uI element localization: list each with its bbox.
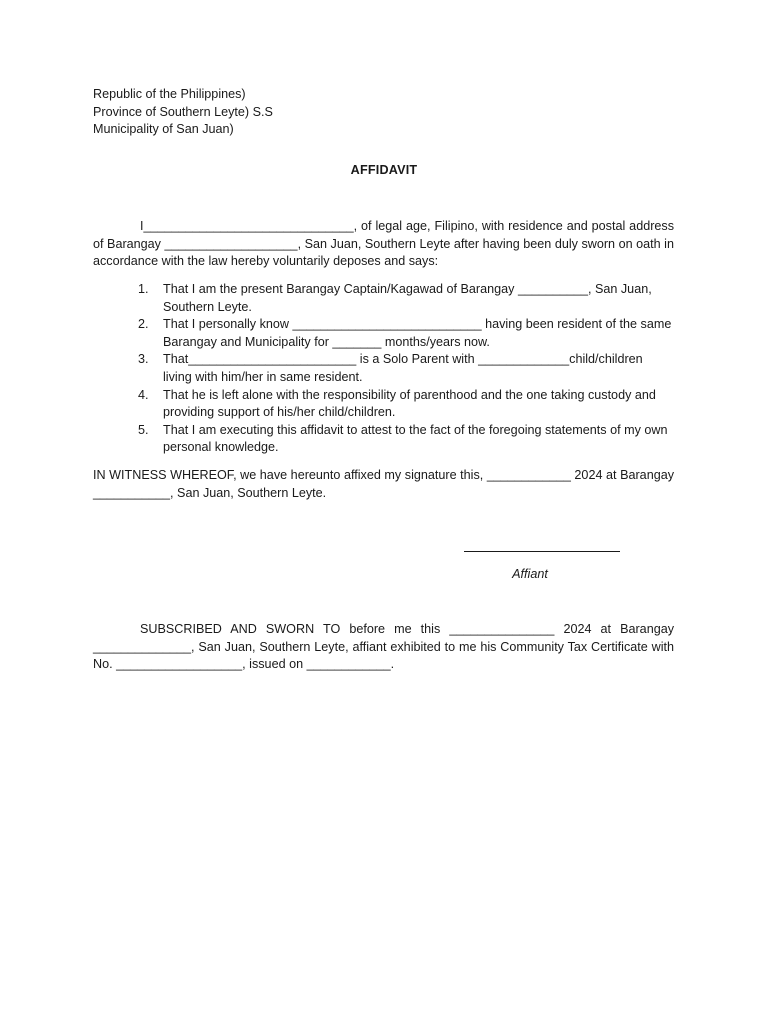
clause-item	[93, 351, 674, 386]
header-country: Republic of the Philippines)	[93, 87, 246, 101]
clause-text: That he is left alone with the responsibility of parenthood and the one taking custody and providing support of his/her child/children.	[163, 387, 656, 420]
header-municipality: Municipality of San Juan)	[93, 122, 234, 136]
clause-number: 4.	[138, 387, 149, 402]
clause-item	[93, 422, 674, 457]
clause-number: 5.	[138, 422, 149, 437]
clause-number: 2.	[138, 317, 149, 332]
jurat-paragraph: SUBSCRIBED AND SWORN TO before me this _______________ 2024 at Barangay ______________, San Juan, Southern Leyte, affiant exhibited to me his Community Tax Certificate with No. __________________, issued on ____________.	[93, 622, 674, 672]
signature-line	[464, 551, 620, 552]
clause-item	[93, 387, 674, 422]
clause-item	[93, 281, 674, 316]
clause-text: That I personally know ___________________________ having been resident of the same Barangay and Municipality for _______ months/years now.	[163, 317, 672, 349]
intro-paragraph: I______________________________, of legal age, Filipino, with residence and postal address of Barangay ___________________, San Juan, Southern Leyte after having been duly sworn on oath in accordance with the law hereby voluntarily deposes and says:	[93, 219, 674, 269]
clause-item	[93, 316, 674, 351]
clause-list	[93, 281, 674, 457]
clause-number: 3.	[138, 352, 149, 367]
venue-header	[93, 86, 273, 139]
affiant-label: Affiant	[512, 567, 548, 581]
clause-text: That________________________ is a Solo Parent with _____________child/children living with him/her in same resident.	[163, 352, 643, 384]
witness-paragraph: IN WITNESS WHEREOF, we have hereunto affixed my signature this, ____________ 2024 at Barangay ___________, San Juan, Southern Leyte.	[93, 468, 674, 500]
clause-number: 1.	[138, 282, 149, 296]
document-title: AFFIDAVIT	[350, 163, 418, 177]
header-province: Province of Southern Leyte) S.S	[93, 104, 273, 119]
clause-text: That I am executing this affidavit to attest to the fact of the foregoing statements of my own personal knowledge.	[163, 422, 668, 455]
clause-text: That I am the present Barangay Captain/Kagawad of Barangay __________, San Juan, Southern Leyte.	[163, 282, 652, 314]
